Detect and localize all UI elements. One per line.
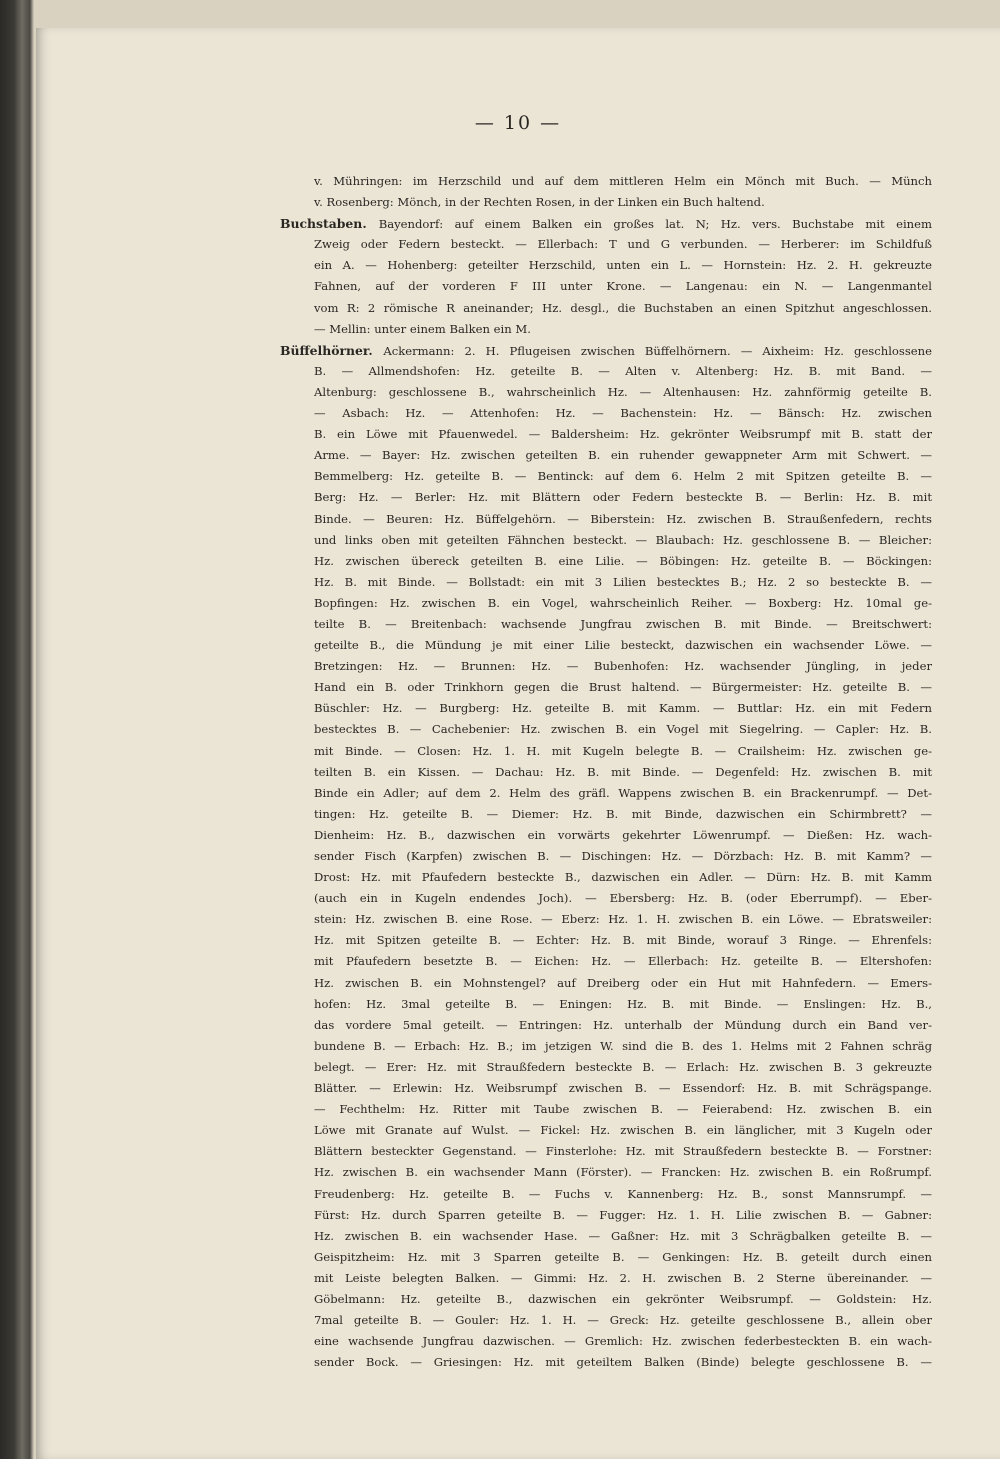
line-text: Binde ein Adler; auf dem 2. Helm des gräfl. Wappens zwischen B. ein Brackenrumpf. — Det- xyxy=(314,785,932,800)
text-line xyxy=(280,1099,932,1120)
text-line xyxy=(280,741,932,762)
text-line xyxy=(280,1331,932,1352)
line-text: v. Rosenberg: Mönch, in der Rechten Rosen, in der Linken ein Buch haltend. xyxy=(314,195,765,210)
line-text: Hz. B. mit Binde. — Bollstadt: ein mit 3 Lilien bestecktes B.; Hz. 2 so besteckte B. — xyxy=(314,574,932,589)
line-text: Fürst: Hz. durch Sparren geteilte B. — Fugger: Hz. 1. H. Lilie zwischen B. — Gabner: xyxy=(314,1207,932,1222)
body-text xyxy=(280,171,932,1373)
line-text: und links oben mit geteilten Fähnchen besteckt. — Blaubach: Hz. geschlossene B. — Bleicher: xyxy=(314,532,932,547)
text-line xyxy=(280,1120,932,1141)
text-line xyxy=(280,698,932,719)
text-line xyxy=(280,466,932,487)
line-text: Dienheim: Hz. B., dazwischen ein vorwärts gekehrter Löwenrumpf. — Dießen: Hz. wach- xyxy=(314,827,932,842)
text-line xyxy=(280,530,932,551)
text-line xyxy=(280,319,932,340)
text-line xyxy=(280,593,932,614)
text-line xyxy=(280,509,932,530)
text-line xyxy=(280,487,932,508)
text-line xyxy=(280,424,932,445)
text-line xyxy=(280,1184,932,1205)
text-line xyxy=(280,171,932,192)
text-line xyxy=(280,403,932,424)
line-text: Arme. — Bayer: Hz. zwischen geteilten B. ein ruhender gewappneter Arm mit Schwert. — xyxy=(314,448,932,463)
text-line xyxy=(280,994,932,1015)
line-text: Berg: Hz. — Berler: Hz. mit Blättern oder Federn besteckte B. — Berlin: Hz. B. mit xyxy=(314,490,932,505)
line-text: Altenburg: geschlossene B., wahrscheinlich Hz. — Altenhausen: Hz. zahnförmig geteilte B. xyxy=(314,384,932,399)
text-line xyxy=(280,213,932,234)
document-page xyxy=(36,28,1000,1459)
text-line xyxy=(280,1141,932,1162)
text-line xyxy=(280,677,932,698)
line-text: Binde. — Beuren: Hz. Büffelgehörn. — Biberstein: Hz. zwischen B. Straußenfedern, rechts xyxy=(314,511,932,526)
text-line xyxy=(280,846,932,867)
line-text: Ackermann: 2. H. Pflugeisen zwischen Büffelhörnern. — Aixheim: Hz. geschlossene xyxy=(383,343,932,358)
text-line xyxy=(280,255,932,276)
text-line xyxy=(280,1162,932,1183)
line-text: teilten B. ein Kissen. — Dachau: Hz. B. mit Binde. — Degenfeld: Hz. zwischen B. mit xyxy=(314,764,932,779)
text-line xyxy=(280,340,932,361)
line-text: Göbelmann: Hz. geteilte B., dazwischen ein gekrönter Weibsrumpf. — Goldstein: Hz. xyxy=(314,1291,932,1306)
line-text: Drost: Hz. mit Pfaufedern besteckte B., dazwischen ein Adler. — Dürn: Hz. B. mit Kamm xyxy=(314,870,932,885)
line-text: bundene B. — Erbach: Hz. B.; im jetzigen W. sind die B. des 1. Helms mit 2 Fahnen schräg xyxy=(314,1038,932,1053)
line-text: Fahnen, auf der vorderen F III unter Krone. — Langenau: ein N. — Langenmantel xyxy=(314,279,932,294)
line-text: (auch ein in Kugeln endendes Joch). — Ebersberg: Hz. B. (oder Eberrumpf). — Eber- xyxy=(314,891,932,906)
line-text: Bayendorf: auf einem Balken ein großes lat. N; Hz. vers. Buchstabe mit einem xyxy=(378,217,932,232)
line-text: — Fechthelm: Hz. Ritter mit Taube zwischen B. — Feierabend: Hz. zwischen B. ein xyxy=(314,1102,932,1117)
line-text: Hz. zwischen B. ein wachsender Hase. — Gaßner: Hz. mit 3 Schrägbalken geteilte B. — xyxy=(314,1228,932,1243)
text-line xyxy=(280,1268,932,1289)
section-heading: Büffelhörner. xyxy=(280,342,384,358)
section-heading: Buchstaben. xyxy=(280,216,379,232)
line-text: sender Bock. — Griesingen: Hz. mit geteiltem Balken (Binde) belegte geschlossene B. — xyxy=(314,1355,932,1370)
line-text: Büschler: Hz. — Burgberg: Hz. geteilte B. mit Kamm. — Buttlar: Hz. ein mit Federn xyxy=(314,701,932,716)
line-text: B. ein Löwe mit Pfauenwedel. — Baldersheim: Hz. gekrönter Weibsrumpf mit B. statt der xyxy=(314,427,932,442)
text-line xyxy=(280,1057,932,1078)
line-text: Zweig oder Federn besteckt. — Ellerbach: T und G verbunden. — Herberer: im Schildfuß xyxy=(314,237,932,252)
text-line xyxy=(280,234,932,255)
text-line xyxy=(280,783,932,804)
line-text: mit Leiste belegten Balken. — Gimmi: Hz. 2. H. zwischen B. 2 Sterne übereinander. — xyxy=(314,1270,932,1285)
text-line xyxy=(280,551,932,572)
line-text: Hand ein B. oder Trinkhorn gegen die Brust haltend. — Bürgermeister: Hz. geteilte B. — xyxy=(314,680,932,695)
text-line xyxy=(280,382,932,403)
line-text: Bemmelberg: Hz. geteilte B. — Bentinck: auf dem 6. Helm 2 mit Spitzen geteilte B. — xyxy=(314,469,932,484)
text-line xyxy=(280,635,932,656)
line-text: Hz. mit Spitzen geteilte B. — Echter: Hz. B. mit Binde, worauf 3 Ringe. — Ehrenfels: xyxy=(314,933,932,948)
text-line xyxy=(280,719,932,740)
line-text: Freudenberg: Hz. geteilte B. — Fuchs v. Kannenberg: Hz. B., sonst Mannsrumpf. — xyxy=(314,1186,932,1201)
text-line xyxy=(280,1247,932,1268)
text-line xyxy=(280,973,932,994)
text-line xyxy=(280,1015,932,1036)
line-text: — Mellin: unter einem Balken ein M. xyxy=(314,321,531,336)
line-text: stein: Hz. zwischen B. eine Rose. — Eberz: Hz. 1. H. zwischen B. ein Löwe. — Ebratsweiler: xyxy=(314,912,932,927)
line-text: Blättern besteckter Gegenstand. — Finsterlohe: Hz. mit Straußfedern besteckte B. — Forstner: xyxy=(314,1144,932,1159)
text-line xyxy=(280,1205,932,1226)
text-line xyxy=(280,867,932,888)
text-line xyxy=(280,1352,932,1373)
text-line xyxy=(280,951,932,972)
line-text: geteilte B., die Mündung je mit einer Lilie besteckt, dazwischen ein wachsender Löwe. — xyxy=(314,638,932,653)
text-line xyxy=(280,762,932,783)
line-text: 7mal geteilte B. — Gouler: Hz. 1. H. — Greck: Hz. geteilte geschlossene B., allein ober xyxy=(314,1313,932,1328)
line-text: ein A. — Hohenberg: geteilter Herzschild, unten ein L. — Hornstein: Hz. 2. H. gekreuzte xyxy=(314,258,932,273)
line-text: tingen: Hz. geteilte B. — Diemer: Hz. B. mit Binde, dazwischen ein Schirmbrett? — xyxy=(314,806,932,821)
page-number: — 10 — xyxy=(474,112,562,134)
text-line xyxy=(280,930,932,951)
text-line xyxy=(280,1226,932,1247)
text-line xyxy=(280,276,932,297)
line-text: mit Pfaufedern besetzte B. — Eichen: Hz. — Ellerbach: Hz. geteilte B. — Eltershofen: xyxy=(314,954,932,969)
line-text: sender Fisch (Karpfen) zwischen B. — Dischingen: Hz. — Dörzbach: Hz. B. mit Kamm? — xyxy=(314,849,932,863)
line-text: Geispitzheim: Hz. mit 3 Sparren geteilte B. — Genkingen: Hz. B. geteilt durch einen xyxy=(314,1249,932,1264)
text-line xyxy=(280,888,932,909)
line-text: Hz. zwischen B. ein wachsender Mann (Förster). — Francken: Hz. zwischen B. ein Roßrumpf. xyxy=(314,1165,932,1180)
line-text: Bopfingen: Hz. zwischen B. ein Vogel, wahrscheinlich Reiher. — Boxberg: Hz. 10mal ge- xyxy=(314,595,932,610)
line-text: teilte B. — Breitenbach: wachsende Jungfrau zwischen B. mit Binde. — Breitschwert: xyxy=(314,616,932,631)
line-text: Löwe mit Granate auf Wulst. — Fickel: Hz. zwischen B. ein länglicher, mit 3 Kugeln oder xyxy=(314,1123,932,1138)
text-line xyxy=(280,1078,932,1099)
text-line xyxy=(280,909,932,930)
line-text: das vordere 5mal geteilt. — Entringen: Hz. unterhalb der Mündung durch ein Band ver- xyxy=(314,1017,932,1032)
line-text: Hz. zwischen übereck geteilten B. eine Lilie. — Böbingen: Hz. geteilte B. — Böckingen: xyxy=(314,553,932,568)
text-line xyxy=(280,1036,932,1057)
text-line xyxy=(280,825,932,846)
text-line xyxy=(280,1310,932,1331)
line-text: — Asbach: Hz. — Attenhofen: Hz. — Bachenstein: Hz. — Bänsch: Hz. zwischen xyxy=(314,406,932,421)
line-text: eine wachsende Jungfrau dazwischen. — Gremlich: Hz. zwischen federbesteckten B. ein wach- xyxy=(314,1334,932,1349)
text-line xyxy=(280,614,932,635)
text-line xyxy=(280,572,932,593)
text-line xyxy=(280,361,932,382)
text-line xyxy=(280,656,932,677)
line-text: hofen: Hz. 3mal geteilte B. — Eningen: Hz. B. mit Binde. — Enslingen: Hz. B., xyxy=(314,996,932,1011)
text-line xyxy=(280,298,932,319)
line-text: Blätter. — Erlewin: Hz. Weibsrumpf zwischen B. — Essendorf: Hz. B. mit Schrägspange. xyxy=(314,1081,932,1096)
line-text: B. — Allmendshofen: Hz. geteilte B. — Alten v. Altenberg: Hz. B. mit Band. — xyxy=(314,363,932,378)
line-text: belegt. — Erer: Hz. mit Straußfedern besteckte B. — Erlach: Hz. zwischen B. 3 gekreuzte xyxy=(314,1059,932,1074)
line-text: vom R: 2 römische R aneinander; Hz. desgl., die Buchstaben an einen Spitzhut angeschlossen. xyxy=(314,300,932,315)
line-text: bestecktes B. — Cachebenier: Hz. zwischen B. ein Vogel mit Siegelring. — Capler: Hz. B. xyxy=(314,722,932,737)
text-line xyxy=(280,192,932,213)
line-text: Hz. zwischen B. ein Mohnstengel? auf Dreiberg oder ein Hut mit Hahnfedern. — Emers- xyxy=(314,975,932,990)
text-line xyxy=(280,1289,932,1310)
line-text: v. Mühringen: im Herzschild und auf dem mittleren Helm ein Mönch mit Buch. — Münch xyxy=(314,174,932,188)
line-text: Bretzingen: Hz. — Brunnen: Hz. — Bubenhofen: Hz. wachsender Jüngling, in jeder xyxy=(314,659,932,674)
text-line xyxy=(280,445,932,466)
text-line xyxy=(280,804,932,825)
line-text: mit Binde. — Closen: Hz. 1. H. mit Kugeln belegte B. — Crailsheim: Hz. zwischen ge- xyxy=(314,743,932,758)
